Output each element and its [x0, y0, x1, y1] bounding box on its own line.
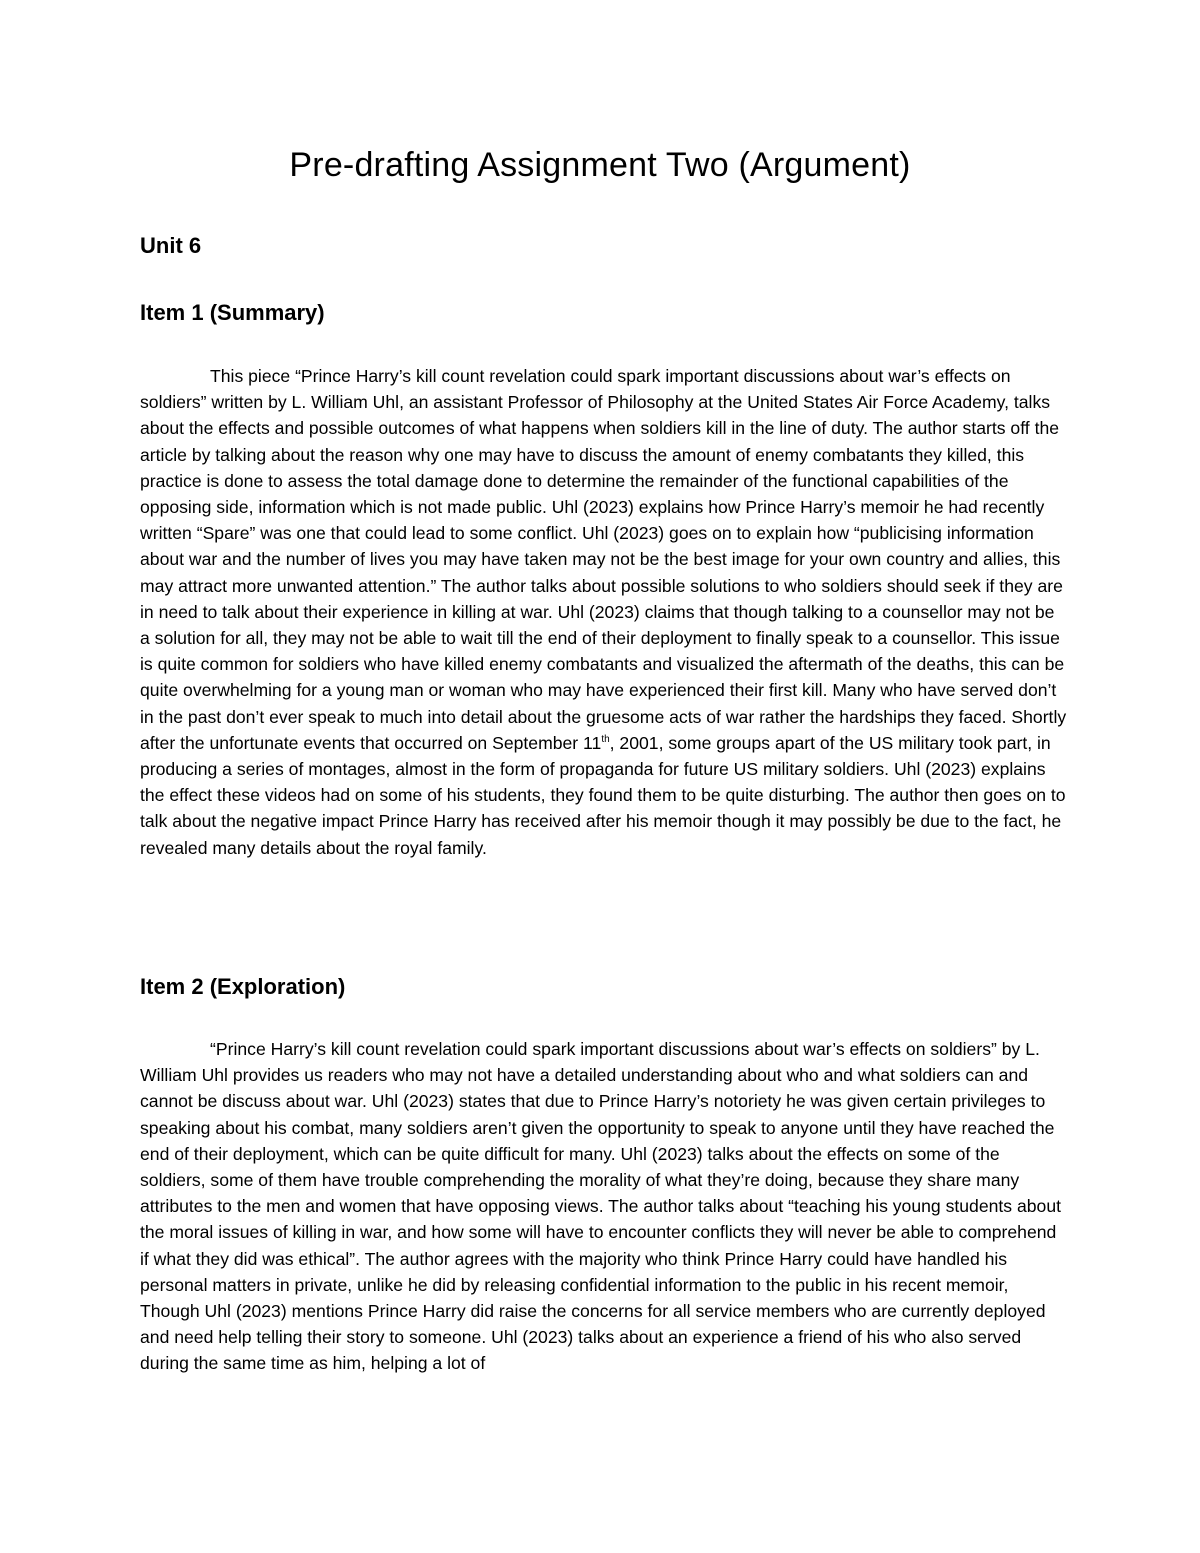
- document-title: Pre-drafting Assignment Two (Argument): [289, 146, 911, 184]
- item2-heading: Item 2 (Exploration): [140, 974, 346, 999]
- item1-summary-paragraph: [140, 363, 1068, 861]
- item2-exploration-paragraph: “Prince Harry’s kill count revelation could spark important discussions about war’s effects on soldiers” by L. William Uhl provides us readers who may not have a detailed understanding about who and what soldiers can and cannot be discuss about war. Uhl (2023) states that due to Prince Harry’s notoriety he was given certain privileges to speaking about his combat, many soldiers aren’t given the opportunity to speak to anyone until they have reached the end of their deployment, which can be quite difficult for many. Uhl (2023) talks about the effects on some of the soldiers, some of them have trouble comprehending the morality of what they’re doing, because they share many attributes to the men and women that have opposing views. The author talks about “teaching his young students about the moral issues of killing in war, and how some will have to encounter conflicts they will never be able to comprehend if what they did was ethical”. The author agrees with the majority who think Prince Harry could have handled his personal matters in private, unlike he did by releasing confidential information to the public in his recent memoir, Though Uhl (2023) mentions Prince Harry did raise the concerns for all service members who are currently deployed and need help telling their story to someone. Uhl (2023) talks about an experience a friend of his who also served during the same time as him, helping a lot of: [140, 1039, 1062, 1374]
- unit-heading: Unit 6: [140, 233, 202, 258]
- item1-paragraph-text-part1: This piece “Prince Harry’s kill count revelation could spark important discussions about war’s effects on soldiers” written by L. William Uhl, an assistant Professor of Philosophy at the United States Air Force Academy, talks about the effects and possible outcomes of what happens when soldiers kill in the line of duty. The author starts off the article by talking about the reason why one may have to discuss the amount of enemy combatants they killed, this practice is done to assess the total damage done to determine the remainder of the functional capabilities of the opposing side, information which is not made public. Uhl (2023) explains how Prince Harry’s memoir he had recently written “Spare” was one that could lead to some conflict. Uhl (2023) goes on to explain how “publicising information about war and the number of lives you may have taken may not be the best image for your own country and allies, this may attract more unwanted attention.” The author talks about possible solutions to who soldiers should seek if they are in need to talk about their experience in killing at war. Uhl (2023) claims that though talking to a counsellor may not be a solution for all, they may not be able to wait till the end of their deployment to finally speak to a counsellor. This issue is quite common for soldiers who have killed enemy combatants and visualized the aftermath of the deaths, this can be quite overwhelming for a young man or woman who may have experienced their first kill. Many who have served don’t in the past don’t ever speak to much into detail about the gruesome acts of war rather the hardships they faced. Shortly after the unfortunate events that occurred on September 11: [140, 366, 1067, 753]
- item1-heading: Item 1 (Summary): [140, 300, 325, 325]
- item1-paragraph-text-part2: , 2001, some groups apart of the US military took part, in producing a series of montages, almost in the form of propaganda for future US military soldiers. Uhl (2023) explains the effect these videos had on some of his students, they found them to be quite disturbing. The author then goes on to talk about the negative impact Prince Harry has received after his memoir though it may possibly be due to the fact, he revealed many details about the royal family.: [140, 732, 1066, 858]
- ordinal-superscript: th: [601, 733, 610, 745]
